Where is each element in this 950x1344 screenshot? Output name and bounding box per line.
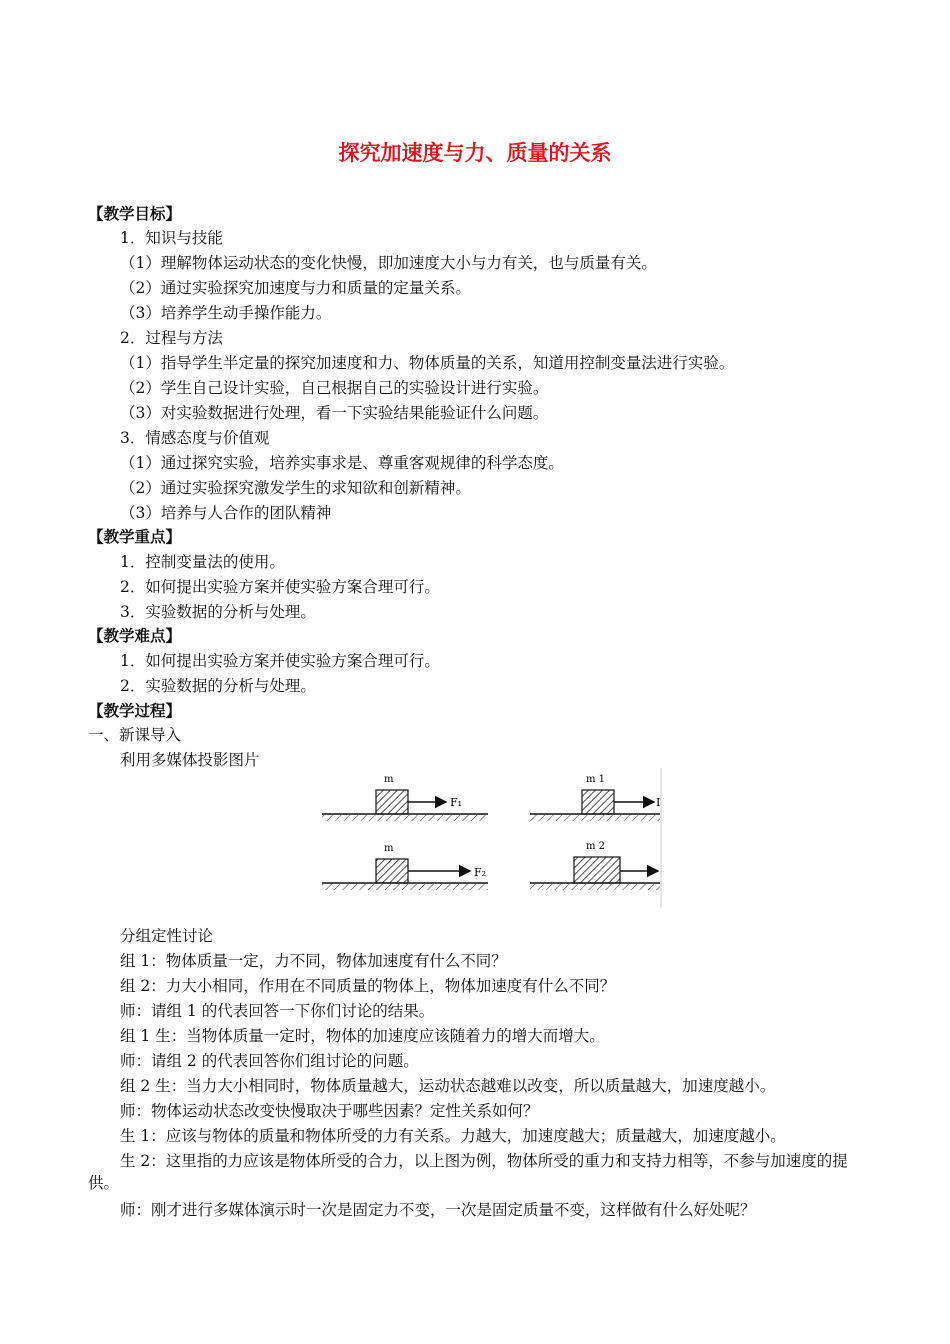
key-point-item: 2．如何提出实验方案并使实验方案合理可行。 [120,578,440,596]
discussion-line: 组 1 生：当物体质量一定时，物体的加速度应该随着力的增大而增大。 [120,1027,605,1045]
emotion-subheading: 3．情感态度与价值观 [120,429,270,447]
discussion-line: 分组定性讨论 [120,927,214,945]
difficulty-item: 1．如何提出实验方案并使实验方案合理可行。 [120,652,440,670]
difficulty-item: 2．实验数据的分析与处理。 [120,677,316,695]
emotion-item-3: （3）培养与人合作的团队精神 [120,504,332,522]
discussion-line: 生 1：应该与物体的质量和物体所受的力有关系。力越大，加速度越大；质量越大，加速度越小。 [120,1127,786,1145]
knowledge-item-2: （2）通过实验探究加速度与力和质量的定量关系。 [120,279,471,297]
knowledge-item-3: （3）培养学生动手操作能力。 [120,304,332,322]
process-item-3: （3）对实验数据进行处理，看一下实验结果能验证什么问题。 [120,404,549,422]
emotion-item-1: （1）通过探究实验，培养实事求是、尊重客观规律的科学态度。 [120,454,564,472]
key-points-heading: 【教学重点】 [88,528,182,546]
key-point-item: 3．实验数据的分析与处理。 [120,603,316,621]
process-subheading: 2．过程与方法 [120,329,223,347]
force-label-f2: F₂ [474,866,487,879]
discussion-line: 生 2：这里指的力应该是物体所受的合力，以上图为例，物体所受的重力和支持力相等，不参与加速度的提供。 [88,1152,848,1192]
knowledge-subheading: 1．知识与技能 [120,229,223,247]
mass-label-m: m [384,843,394,854]
discussion-line: 师：请组 1 的代表回答一下你们讨论的结果。 [120,1002,435,1020]
panel-bottom-right [530,841,660,890]
knowledge-item-1: （1）理解物体运动状态的变化快慢，即加速度大小与力有关，也与质量有关。 [120,254,657,272]
panel-bottom-left [322,843,488,890]
discussion-line: 组 2 生：当力大小相同时，物体质量越大，运动状态越难以改变，所以质量越大，加速度越小。 [120,1077,776,1095]
page-title: 探究加速度与力、质量的关系 [338,141,612,165]
emotion-item-2: （2）通过实验探究激发学生的求知欲和创新精神。 [120,479,471,497]
discussion-line: 组 2：力大小相同，作用在不同质量的物体上，物体加速度有什么不同？ [120,977,616,995]
panel-top-left [322,774,488,821]
force-mass-diagram [320,768,662,908]
key-point-item: 1．控制变量法的使用。 [120,553,285,571]
force-label-cut: I [656,796,661,809]
mass-label-m2: m 2 [586,841,606,852]
projection-text: 利用多媒体投影图片 [120,751,260,769]
process-item-2: （2）学生自己设计实验，自己根据自己的实验设计进行实验。 [120,379,549,397]
objectives-heading: 【教学目标】 [88,205,182,223]
process-heading: 【教学过程】 [88,702,182,720]
force-label-f1: F₁ [450,796,463,809]
discussion-line: 组 1：物体质量一定，力不同，物体加速度有什么不同？ [120,952,507,970]
discussion-line: 师：请组 2 的代表回答你们组讨论的问题。 [120,1052,419,1070]
mass-label-m1: m 1 [586,774,606,785]
discussion-line: 师：物体运动状态改变快慢取决于哪些因素？定性关系如何？ [120,1102,539,1120]
process-item-1: （1）指导学生半定量的探究加速度和力、物体质量的关系，知道用控制变量法进行实验。 [120,354,735,372]
difficulties-heading: 【教学难点】 [88,627,182,645]
mass-label-m: m [384,774,394,785]
intro-subheading: 一、新课导入 [88,726,182,744]
panel-top-right [530,774,660,821]
discussion-line: 师：刚才进行多媒体演示时一次是固定力不变，一次是固定质量不变，这样做有什么好处呢？ [120,1201,756,1219]
